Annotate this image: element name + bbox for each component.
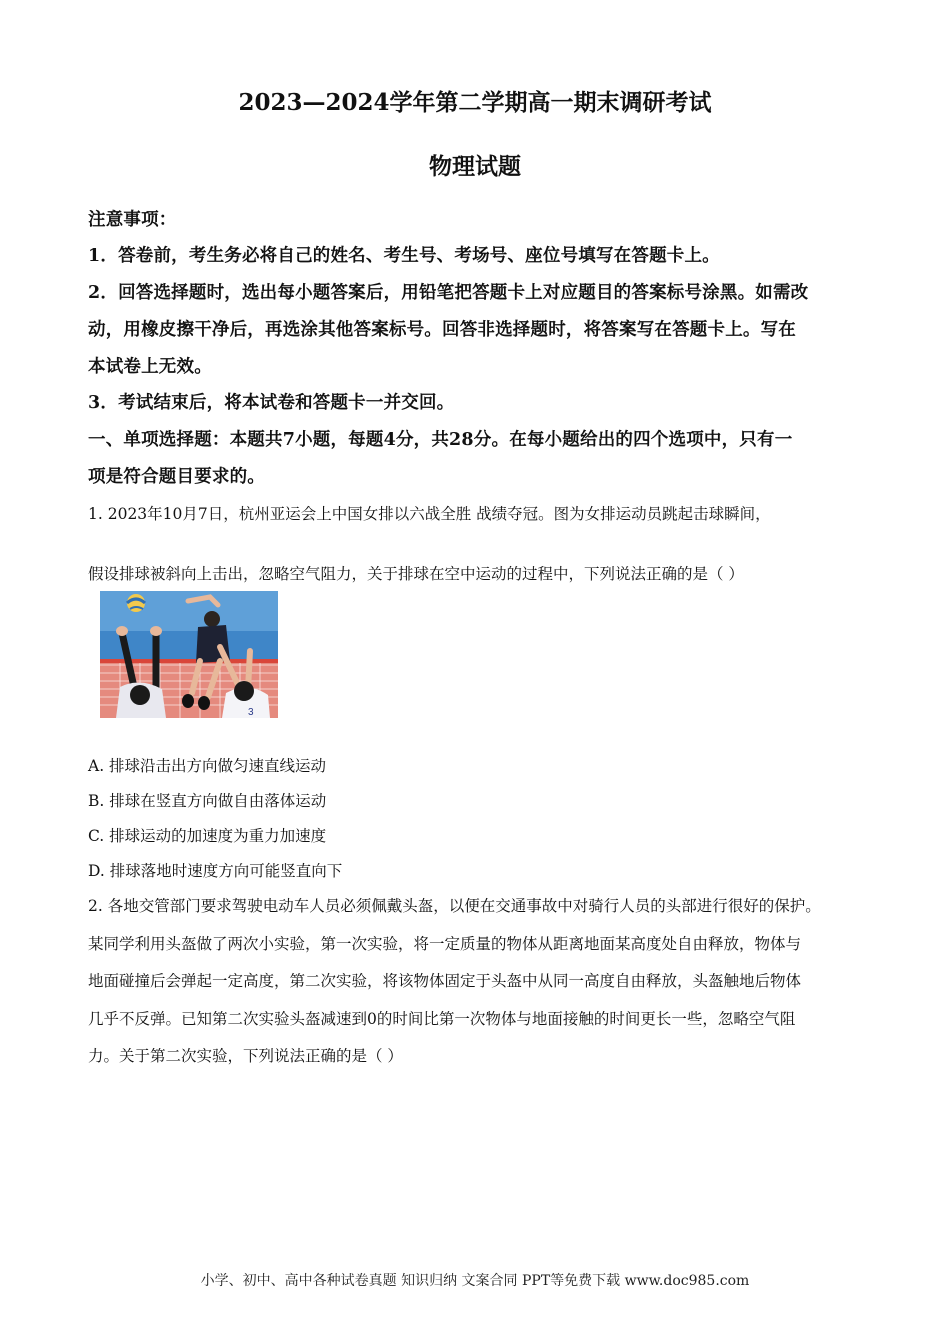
note-item-3: 3．考试结束后，将本试卷和答题卡一并交回。 (88, 393, 455, 413)
question-2-stem-line-1: 2. 各地交管部门要求驾驶电动车人员必须佩戴头盔，以便在交通事故中对骑行人员的头部进行很好的保护。 (88, 897, 821, 915)
question-1-stem-line-1: 1. 2023年10月7日，杭州亚运会上中国女排以六战全胜 战绩夺冠。图为女排运动员跳起击球瞬间， (88, 505, 771, 523)
section-heading-line-2: 项是符合题目要求的。 (88, 467, 265, 487)
volleyball-photo (100, 591, 278, 718)
notes-heading: 注意事项： (88, 210, 177, 230)
question-2-stem-line-5: 力。关于第二次实验，下列说法正确的是（ ） (88, 1047, 403, 1065)
question-1-option-d: D. 排球落地时速度方向可能竖直向下 (88, 862, 343, 880)
question-2-stem-line-2: 某同学利用头盔做了两次小实验，第一次实验，将一定质量的物体从距离地面某高度处自由释放，物体与 (88, 935, 802, 953)
question-1-option-c: C. 排球运动的加速度为重力加速度 (88, 827, 327, 845)
note-item-1: 1．答卷前，考生务必将自己的姓名、考生号、考场号、座位号填写在答题卡上。 (88, 246, 720, 266)
question-2-stem-line-4: 几乎不反弹。已知第二次实验头盔减速到0的时间比第一次物体与地面接触的时间更长一些，忽略空气阻 (88, 1010, 796, 1028)
exam-subject: 物理试题 (429, 153, 521, 180)
question-2-stem-line-3: 地面碰撞后会弹起一定高度，第二次实验，将该物体固定于头盔中从同一高度自由释放，头盔触地后物体 (88, 972, 802, 990)
note-item-2-line-1: 2．回答选择题时，选出每小题答案后，用铅笔把答题卡上对应题目的答案标号涂黑。如需改 (88, 283, 809, 303)
footer-text: 小学、初中、高中各种试卷真题 知识归纳 文案合同 PPT等免费下载 www.doc985.com (200, 1273, 750, 1289)
question-1-option-a: A. 排球沿击出方向做匀速直线运动 (88, 757, 327, 775)
note-item-2-line-2: 动，用橡皮擦干净后，再选涂其他答案标号。回答非选择题时，将答案写在答题卡上。写在 (88, 320, 796, 340)
note-item-2-line-3: 本试卷上无效。 (88, 357, 212, 377)
svg-text:3: 3 (248, 707, 254, 718)
question-1-stem-line-2: 假设排球被斜向上击出，忽略空气阻力，关于排球在空中运动的过程中，下列说法正确的是（ ） (88, 565, 744, 583)
section-heading-line-1: 一、单项选择题：本题共7小题，每题4分，共28分。在每小题给出的四个选项中，只有一 (88, 430, 793, 450)
question-1-option-b: B. 排球在竖直方向做自由落体运动 (88, 792, 327, 810)
exam-title: 2023—2024学年第二学期高一期末调研考试 (238, 89, 712, 116)
